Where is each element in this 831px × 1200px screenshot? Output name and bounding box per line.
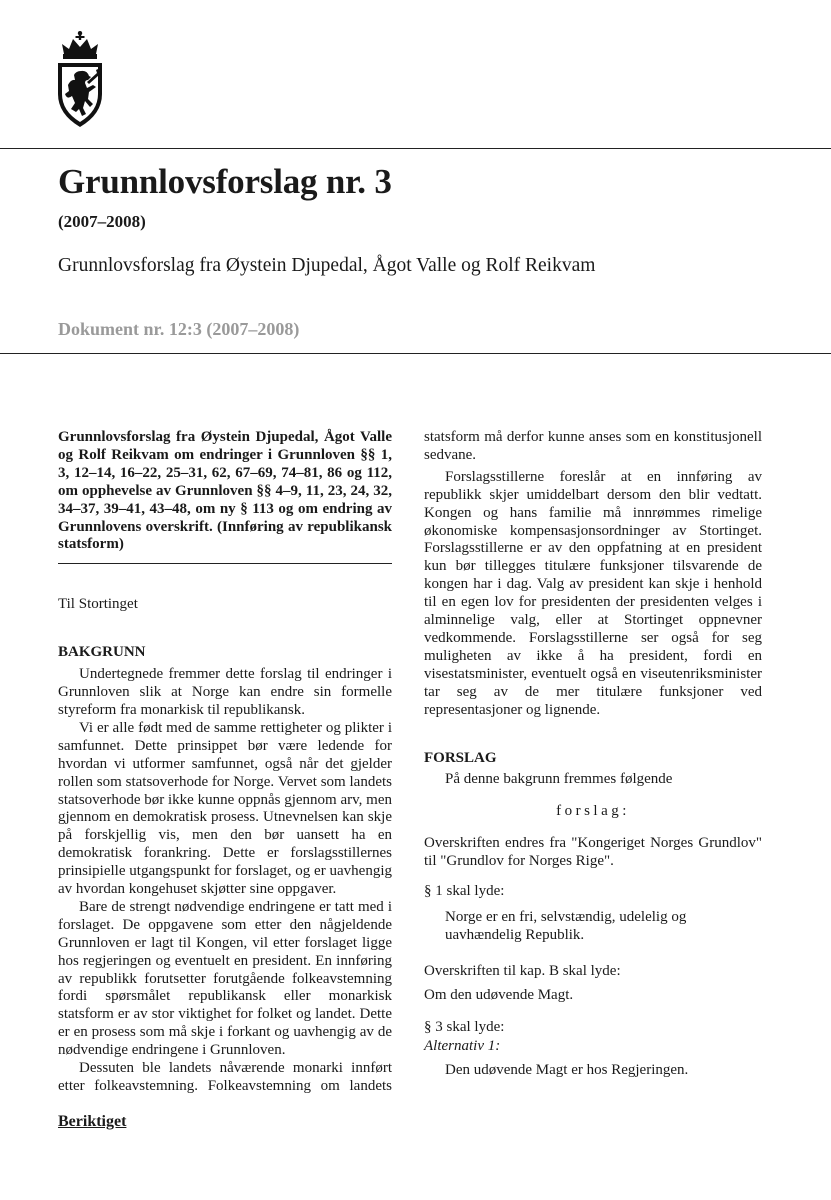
- norwegian-coat-of-arms-icon: [52, 30, 108, 128]
- chapter-b-label: Overskriften til kap. B skal lyde:: [424, 962, 621, 979]
- section-3-label: § 3 skal lyde:: [424, 1018, 505, 1035]
- document-title: Grunnlovsforslag nr. 3: [58, 162, 392, 201]
- section-heading-background: BAKGRUNN: [58, 644, 146, 661]
- document-subtitle: Grunnlovsforslag fra Øystein Djupedal, Ågot Valle og Rolf Reikvam: [58, 255, 596, 276]
- addressee: Til Stortinget: [58, 596, 138, 613]
- proposal-intro: På denne bakgrunn fremmes følgende: [445, 771, 673, 788]
- alternative-label: Alternativ 1:: [424, 1038, 501, 1055]
- section-1-label: § 1 skal lyde:: [424, 883, 505, 900]
- header-bottom-rule: [0, 353, 831, 354]
- proposal-label: forslag:: [556, 803, 630, 820]
- background-paragraph: Bare de strengt nødvendige endringene er tatt med i forslaget. De oppgavene som etter den någjeldende Grunnloven er lagt til Kongen, vil etter forslaget ligge hos regjeringen og eventuelt en president. En innføring av republikk forutsetter forutgående folkeavstemning fordi spørsmålet republikansk eller monarkisk statsform er av stor viktighet for folket og landet. Dette er en prosess som må skje i forkant og uavhengig av de nødvendige endringene i Grunnloven.: [58, 898, 392, 1059]
- background-paragraph: Forslagsstillerne foreslår at en innføring av republikk skjer umiddelbart dersom den blir vedtatt. Kongen og hans familie må innrømmes rimelige økonomiske kompensasjonsordninger av Stortinget. Forslagsstillerne er av den oppfatning at en president kun bør tillegges titulære funksjoner tilsvarende de kongen har i dag. Valg av president kan skje i henhold til en egen lov for presidenten der presidenten velges i alminnelige valg, eller at Stortinget oppnevner vedkommende. Forslagsstillerne ser også for seg muligheten av ikke å ha president, fordi en visestatsminister, eventuelt også en viseutenriksminister tar seg av de mer titulære funksjoner ved representasjoner og lignende.: [424, 468, 762, 718]
- header-top-rule: [0, 148, 831, 149]
- chapter-b-text: Om den udøvende Magt.: [424, 986, 574, 1003]
- document-number: Dokument nr. 12:3 (2007–2008): [58, 319, 300, 339]
- proposal-lead-summary: Grunnlovsforslag fra Øystein Djupedal, Ågot Valle og Rolf Reikvam om endringer i Grunnloven §§ 1, 3, 12–14, 16–22, 25–31, 62, 67–69, 74–81, 86 og 112, om opphevelse av Grunnloven §§ 4–9, 11, 23, 24, 32, 34–37, 39–41, 43–48, om ny § 113 og om endring av Grunnlovens overskrift. (Innføring av republikansk statsform): [58, 429, 392, 553]
- lead-divider: [58, 563, 392, 564]
- title-change-text: Overskriften endres fra "Kongeriget Norges Grundlov" til "Grundlov for Norges Rige".: [424, 835, 762, 870]
- section-heading-proposal: FORSLAG: [424, 749, 497, 766]
- alternative-text: Den udøvende Magt er hos Regjeringen.: [445, 1062, 689, 1079]
- background-paragraph: Vi er alle født med de samme rettigheter og plikter i samfunnet. Dette prinsippet bør være ledende for hvordan vi utformer samfunnet, også når det gjelder rollen som statsoverhode for Norge. Vervet som landets statsoverhode bør ikke kunne oppnås gjennom arv, men gjennom en demokratisk prosess. Utnevnelsen kan skje på forskjellig vis, men den bør uansett ha en demokratisk forankring. Dette er forslagsstillernes prinsipielle utgangspunkt for forslaget, og er uavhengig av hvordan kongehuset skjøtter sine oppgaver.: [58, 719, 392, 898]
- left-column: [58, 429, 392, 1096]
- background-paragraph: Dessuten ble landets nåværende monarki innført etter folkeavstemning. Folkeavstemning om landets: [58, 1060, 392, 1094]
- session-years: (2007–2008): [58, 212, 146, 231]
- right-column: [424, 429, 762, 1080]
- section-1-text: Norge er en fri, selvstændig, udelelig og uavhændelig Republik.: [445, 908, 687, 943]
- corrected-stamp: Beriktiget: [58, 1113, 127, 1130]
- background-paragraph-continued: statsform må derfor kunne anses som en konstitusjonell sedvane.: [424, 429, 762, 463]
- background-paragraph: Undertegnede fremmer dette forslag til endringer i Grunnloven slik at Norge kan endre sin formelle styreform fra monarkisk til republikansk.: [58, 666, 392, 718]
